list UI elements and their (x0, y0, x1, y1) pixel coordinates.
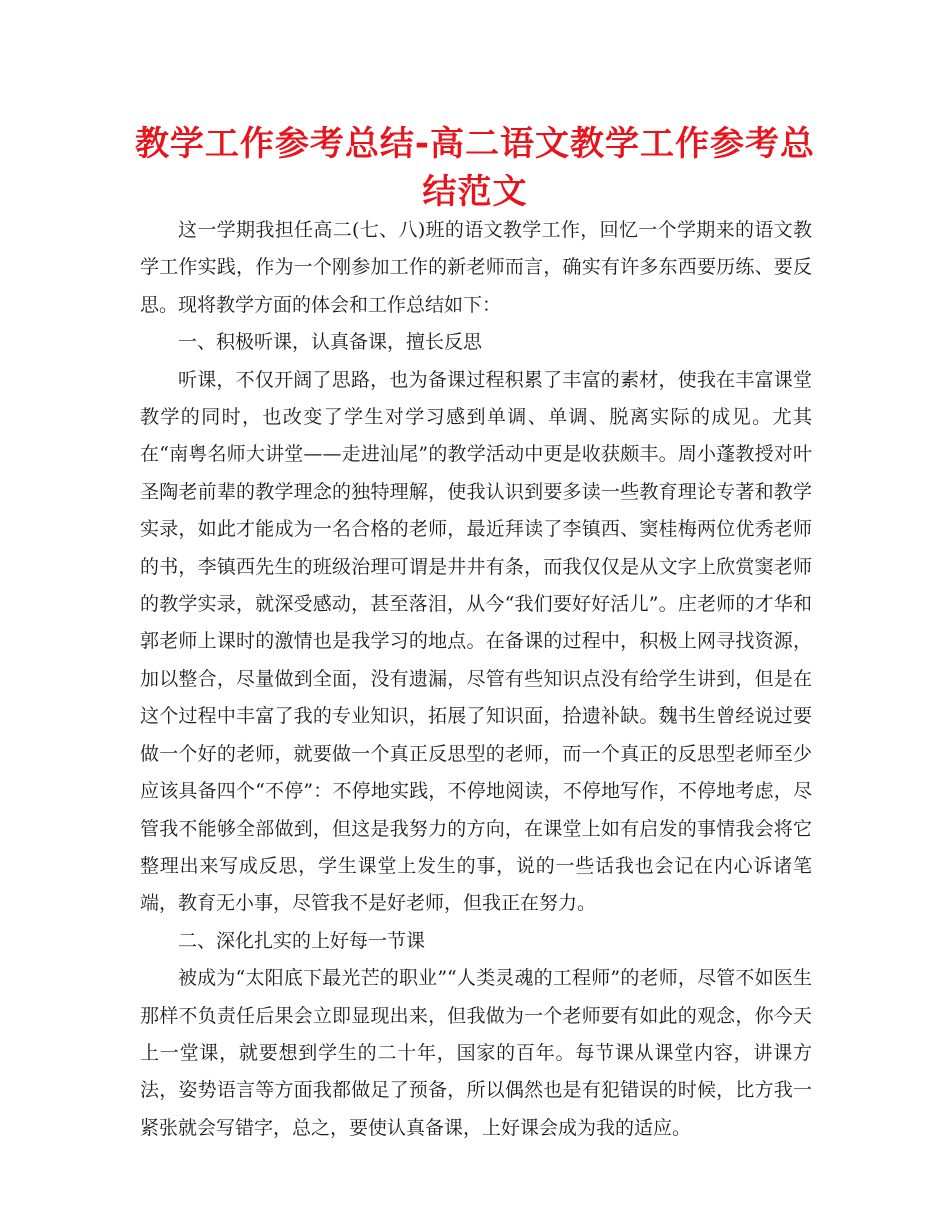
section-1-paragraph: 听课，不仅开阔了思路，也为备课过程积累了丰富的素材，使我在丰富课堂教学的同时，也改变了学生对学习感到单调、单调、脱离实际的成见。尤其在“南粤名师大讲堂——走进汕尾”的教学活动中更是收获颇丰。周小蓬教授对叶圣陶老前辈的教学理念的独特理解，使我认识到要多读一些教育理论专著和教学实录，如此才能成为一名合格的老师，最近拜读了李镇西、窦桂梅两位优秀老师的书，李镇西先生的班级治理可谓是井井有条，而我仅仅是从文字上欣赏窦老师的教学实录，就深受感动，甚至落泪，从今“我们要好好活儿”。庄老师的才华和郭老师上课时的激情也是我学习的地点。在备课的过程中，积极上网寻找资源，加以整合，尽量做到全面，没有遗漏，尽管有些知识点没有给学生讲到，但是在这个过程中丰富了我的专业知识，拓展了知识面，拾遗补缺。魏书生曾经说过要做一个好的老师，就要做一个真正反思型的老师，而一个真正的反思型老师至少应该具备四个“不停”：不停地实践，不停地阅读，不停地写作，不停地考虑，尽管我不能够全部做到，但这是我努力的方向，在课堂上如有启发的事情我会将它整理出来写成反思，学生课堂上发生的事，说的一些话我也会记在内心诉诸笔端，教育无小事，尽管我不是好老师，但我正在努力。 (140, 368, 812, 915)
section-heading-1: 一、积极听课，认真备课，擅长反思 (178, 331, 483, 354)
document-title: 教学工作参考总结-高二语文教学工作参考总结范文 (134, 124, 816, 212)
intro-paragraph: 这一学期我担任高二(七、八)班的语文教学工作，回忆一个学期来的语文教学工作实践，作为一个刚参加工作的新老师而言，确实有许多东西要历练、要反思。现将教学方面的体会和工作总结如下： (140, 219, 812, 316)
document-body (140, 212, 812, 1147)
section-2-paragraph: 被成为“太阳底下最光芒的职业”“人类灵魂的工程师”的老师，尽管不如医生那样不负责任后果会立即显现出来，但我做为一个老师要有如此的观念，你今天上一堂课，就要想到学生的二十年，国家的百年。每节课从课堂内容，讲课方法，姿势语言等方面我都做足了预备，所以偶然也是有犯错误的时候，比方我一紧张就会写错字，总之，要使认真备课，上好课会成为我的适应。 (140, 967, 812, 1139)
section-heading-2: 二、深化扎实的上好每一节课 (178, 929, 426, 952)
